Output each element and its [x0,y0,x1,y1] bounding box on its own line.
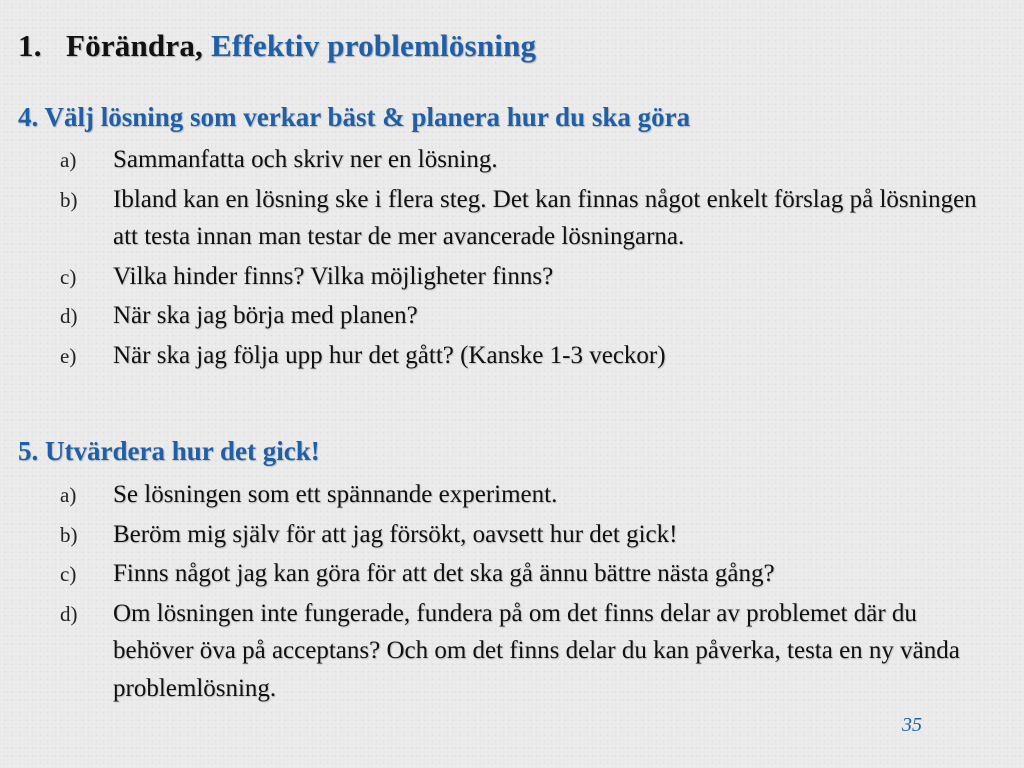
title-number: 1. [18,28,42,63]
list-marker: b) [60,522,78,547]
list-item-text: När ska jag följa upp hur det gått? (Kanske 1-3 veckor) [113,341,666,369]
list-marker: a) [60,148,77,172]
section-heading-4: 4. Välj lösning som verkar bäst & planera hur du ska göra [18,102,691,132]
slide-title [18,28,536,64]
list-item [0,337,1010,375]
list-marker: d) [60,601,78,626]
list-item [0,141,1010,179]
list-marker: c) [60,264,77,289]
title-main: Förändra, [66,28,203,63]
list-item-text: Finns något jag kan göra för att det ska gå ännu bättre nästa gång? [113,560,775,587]
list-marker: e) [60,343,77,368]
section-heading-5: 5. Utvärdera hur det gick! [18,436,320,466]
list-item-text: Beröm mig själv för att jag försökt, oavsett hur det gick! [113,520,678,548]
list-item [0,516,1010,554]
section-5-list [0,476,1010,709]
list-item [0,181,1010,256]
list-marker: d) [60,304,78,328]
list-item [0,297,1010,335]
list-item [0,476,1010,514]
list-item-text: Sammanfatta och skriv ner en lösning. [113,146,498,173]
page-number: 35 [902,714,922,736]
list-item [0,595,1010,708]
list-item-text: Vilka hinder finns? Vilka möjligheter finns? [113,262,554,290]
list-item-text: Om lösningen inte fungerade, fundera på om det finns delar av problemet där du behöver öva på acceptans? Och om det finns delar du kan påverka, testa en ny vända problemlösning. [113,599,960,702]
list-marker: b) [60,187,78,212]
list-item [0,258,1010,296]
section-4-list [0,141,1010,376]
title-accent: Effektiv problemlösning [210,28,537,63]
list-item-text: Ibland kan en lösning ske i flera steg. Det kan finnas något enkelt förslag på lösningen att testa innan man testar de mer avancerade lösningarna. [113,185,977,250]
list-item-text: När ska jag börja med planen? [113,302,418,329]
list-item-text: Se lösningen som ett spännande experiment. [113,481,558,508]
list-item [0,555,1010,593]
list-marker: a) [60,483,77,507]
list-marker: c) [60,562,77,586]
